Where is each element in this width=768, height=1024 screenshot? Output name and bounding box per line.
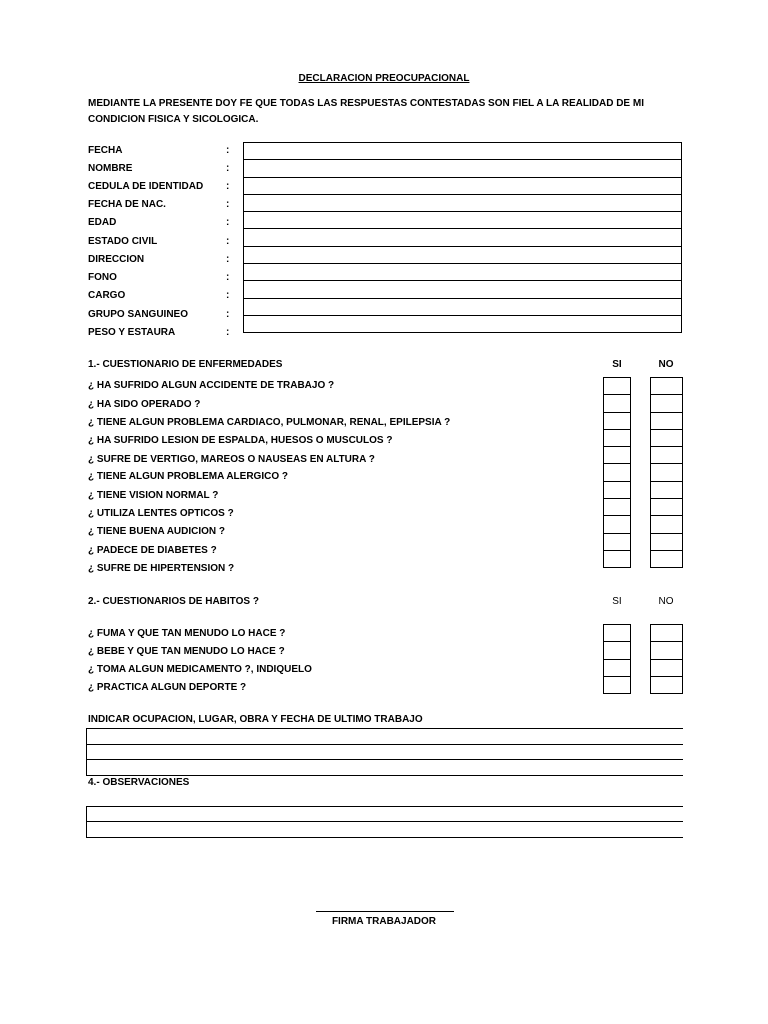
si-checkbox[interactable] [604,395,631,412]
field-input-peso-estatura[interactable] [244,315,682,332]
section1-si-header: SI [612,359,622,370]
field-input-cedula[interactable] [244,177,682,194]
no-checkbox[interactable] [651,533,683,550]
personal-info-table [243,142,682,333]
field-colon: : [226,181,230,192]
no-checkbox[interactable] [651,625,683,642]
field-colon: : [226,254,230,265]
writing-line [86,806,683,807]
field-input-direccion[interactable] [244,246,682,263]
field-label: EDAD [88,217,117,228]
section1-question: ¿ SUFRE DE HIPERTENSION ? [88,563,235,574]
writing-line [86,837,683,838]
section1-question: ¿ HA SUFRIDO LESION DE ESPALDA, HUESOS O MUSCULOS ? [88,435,393,446]
field-label: NOMBRE [88,163,133,174]
form-title: DECLARACION PREOCUPACIONAL [298,73,470,84]
intro-text: MEDIANTE LA PRESENTE DOY FE QUE TODAS LAS RESPUESTAS CONTESTADAS SON FIEL A LA REALIDAD DE MI CONDICION FISICA Y SICOLOGICA. [88,98,644,125]
section1-question: ¿ HA SIDO OPERADO ? [88,399,201,410]
signature-label: FIRMA TRABAJADOR [331,916,437,927]
si-checkbox[interactable] [604,676,631,693]
no-checkbox[interactable] [651,429,683,446]
section1-question: ¿ TIENE ALGUN PROBLEMA CARDIACO, PULMONAR, RENAL, EPILEPSIA ? [88,417,451,428]
section2-question: ¿ PRACTICA ALGUN DEPORTE ? [88,682,247,693]
field-colon: : [226,145,230,156]
section2-question: ¿ TOMA ALGUN MEDICAMENTO ?, INDIQUELO [88,664,312,675]
no-checkbox[interactable] [651,378,683,395]
si-checkbox[interactable] [604,659,631,676]
section2-si-header: SI [612,596,622,607]
field-label: FECHA [88,145,123,156]
field-input-nombre[interactable] [244,160,682,177]
signature-line[interactable] [316,911,454,912]
si-checkbox[interactable] [604,499,631,516]
si-checkbox[interactable] [604,447,631,464]
no-checkbox[interactable] [651,447,683,464]
field-colon: : [226,272,230,283]
section2-no-boxes [650,624,683,694]
no-checkbox[interactable] [651,676,683,693]
section1-title: 1.- CUESTIONARIO DE ENFERMEDADES [88,359,283,370]
si-checkbox[interactable] [604,533,631,550]
field-label: FONO [88,272,117,283]
section2-question: ¿ BEBE Y QUE TAN MENUDO LO HACE ? [88,646,285,657]
section2-no-header: NO [658,596,674,607]
no-checkbox[interactable] [651,659,683,676]
writing-line [86,744,683,745]
si-checkbox[interactable] [604,378,631,395]
si-checkbox[interactable] [604,412,631,429]
field-input-edad[interactable] [244,212,682,229]
field-colon: : [226,217,230,228]
section2-si-boxes [603,624,631,694]
si-checkbox[interactable] [604,642,631,659]
field-colon: : [226,163,230,174]
si-checkbox[interactable] [604,625,631,642]
field-label: ESTADO CIVIL [88,236,158,247]
si-checkbox[interactable] [604,464,631,481]
section1-no-header: NO [658,359,674,370]
field-colon: : [226,236,230,247]
field-input-cargo[interactable] [244,281,682,298]
no-checkbox[interactable] [651,412,683,429]
field-input-fecha[interactable] [244,143,682,160]
field-label: CEDULA DE IDENTIDAD [88,181,204,192]
section4-title: 4.- OBSERVACIONES [88,777,190,788]
section1-no-boxes [650,377,683,568]
no-checkbox[interactable] [651,550,683,567]
field-label: PESO Y ESTAURA [88,327,176,338]
si-checkbox[interactable] [604,516,631,533]
left-border [86,728,87,775]
section1-question: ¿ UTILIZA LENTES OPTICOS ? [88,508,234,519]
si-checkbox[interactable] [604,481,631,498]
writing-line [86,821,683,822]
section1-question: ¿ TIENE VISION NORMAL ? [88,490,219,501]
writing-line [86,728,683,729]
field-colon: : [226,327,230,338]
field-input-grupo-sanguineo[interactable] [244,298,682,315]
field-label: DIRECCION [88,254,145,265]
no-checkbox[interactable] [651,395,683,412]
no-checkbox[interactable] [651,481,683,498]
field-colon: : [226,290,230,301]
no-checkbox[interactable] [651,642,683,659]
si-checkbox[interactable] [604,550,631,567]
field-colon: : [226,199,230,210]
section1-question: ¿ HA SUFRIDO ALGUN ACCIDENTE DE TRABAJO ? [88,380,335,391]
si-checkbox[interactable] [604,429,631,446]
field-label: CARGO [88,290,126,301]
section2-title: 2.- CUESTIONARIOS DE HABITOS ? [88,596,259,607]
no-checkbox[interactable] [651,516,683,533]
field-input-estado-civil[interactable] [244,229,682,246]
left-border [86,806,87,837]
writing-line [86,775,683,776]
field-label: GRUPO SANGUINEO [88,309,189,320]
field-colon: : [226,309,230,320]
section2-question: ¿ FUMA Y QUE TAN MENUDO LO HACE ? [88,628,286,639]
section1-question: ¿ SUFRE DE VERTIGO, MAREOS O NAUSEAS EN ALTURA ? [88,454,375,465]
field-label: FECHA DE NAC. [88,199,166,210]
no-checkbox[interactable] [651,464,683,481]
no-checkbox[interactable] [651,499,683,516]
writing-line [86,759,683,760]
field-input-fono[interactable] [244,264,682,281]
section1-question: ¿ TIENE ALGUN PROBLEMA ALERGICO ? [88,471,288,482]
section1-si-boxes [603,377,631,568]
section1-question: ¿ TIENE BUENA AUDICION ? [88,526,226,537]
field-input-fecha-nac[interactable] [244,194,682,211]
section3-title: INDICAR OCUPACION, LUGAR, OBRA Y FECHA DE ULTIMO TRABAJO [88,714,423,725]
section1-question: ¿ PADECE DE DIABETES ? [88,545,217,556]
